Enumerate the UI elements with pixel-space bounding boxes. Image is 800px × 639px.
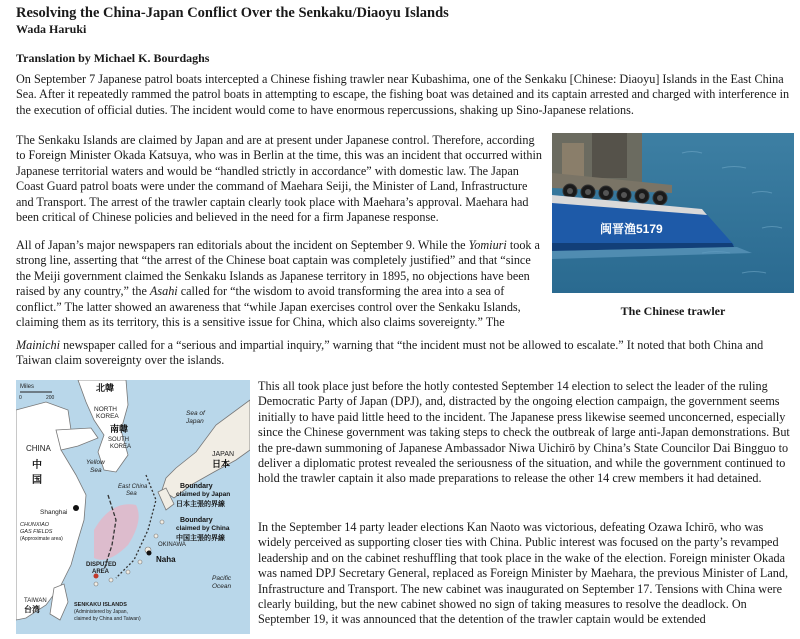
boundary-japan-zh-label: 日本主張的界線 (176, 501, 225, 508)
china-zh-label-1: 中 (32, 460, 42, 471)
text-run: called for “the wisdom to avoid transforming the area into a sea of conflict.” The latter showed an awareness that “while Japan exercises control over the Senkaku Islands, claiming them as its territory, this is a sensitive issue for China, which also claims sovereignty.” The (16, 284, 521, 330)
senkaku-label-3: claimed by China and Taiwan) (74, 616, 141, 622)
disputed-label-1: DISPUTED (86, 562, 117, 568)
boundary-china-zh-label: 中国主張的界線 (176, 535, 225, 542)
paragraph-senkaku-claims: The Senkaku Islands are claimed by Japan and are at present under Japanese control. Therefore, according to Foreign Minister Okada Katsuya, who was in Berlin at the time, this was an incident that occurred within Japanese territorial waters and would be “handled strictly in accordance” with domestic law. The Japan Coast Guard patrol boats were under the command of Maehara Seiji, the Minister of Land, Infrastructure and Transport. The arrest of the trawler captain clearly took place with Maehara’s approval. Maehara had been critical of Chinese policies and believed in the need for a firm Japanese response. (16, 133, 542, 225)
japan-zh-label: 日本 (212, 459, 231, 469)
article-author: Wada Haruki (16, 22, 87, 36)
sea-of-japan-label: Sea of (186, 410, 205, 417)
taiwan-label: TAIWAN (24, 598, 47, 604)
boundary-china-label-1: Boundary (180, 517, 213, 524)
okinawa-label: OKINAWA (158, 542, 186, 548)
china-label: CHINA (26, 444, 51, 453)
paragraph-newspapers (16, 238, 546, 330)
pacific-label-1: Pacific (212, 575, 232, 582)
paragraph-kan-victory: In the September 14 party leader elections Kan Naoto was victorious, defeating Ozawa Ichirō, who was widely perceived as supporting closer ties with China. Public interest was focused on the party’s revamped leadership and on the cabinet reshuffling that took place in the wake of the election. Foreign minister Okada was named DPJ Secretary General, replaced as Foreign Minister by Maehara, the previous Minister of Land, Infrastructure and Transport. The new cabinet was inaugurated on September 17. Tensions with China were clearly building, but the new cabinet showed no sign of taking measures to resolve the deadlock. On September 19, it was announced that the detention of the trawler captain would be extended (258, 520, 788, 627)
east-china-sea-label: East China (118, 484, 148, 490)
paragraph-newspapers-continued (16, 338, 792, 369)
photo-caption: The Chinese trawler (620, 304, 726, 318)
pacific-label-2: Ocean (212, 583, 232, 590)
gas-fields-label-1: CHUNXIAO (20, 522, 50, 528)
scale-tick-0: 0 (19, 395, 22, 401)
shanghai-label: Shanghai (40, 509, 68, 516)
hull-number: 闽晋渔5179 (600, 222, 663, 236)
scale-tick-200: 200 (46, 395, 55, 401)
paragraph-dpj-election: This all took place just before the hotly contested September 14 election to select the leader of the ruling Democratic Party of Japan (DPJ), and, distracted by the ongoing election campaign, the government seems initially to have paid little heed to the incident. The Japanese press likewise seemed unconcerned, especially since the Chinese government was taking steps to check the outbreak of large anti-Japan demonstrations. But the pre-dawn summoning of Japanese Ambassador Niwa Uichirō by China’s State Councilor Dai Bingguo to deliver a diplomatic protest revealed the seriousness of the situation, and while the government continued to hold the trawler captain it also made preparations to release the other 14 crew members it had detained. (258, 379, 790, 486)
newspaper-yomiuri: Yomiuri (468, 238, 507, 252)
text-run: took a strong line, asserting that “the arrest of the Chinese boat captain was completely justified” and that “since the Meiji government claimed the Senkaku Islands as Japanese territory in 1895, no objections have been raised by any country,” the (16, 238, 540, 299)
senkaku-label-2: (Administered by Japan, (74, 609, 128, 615)
paragraph-intro: On September 7 Japanese patrol boats intercepted a Chinese fishing trawler near Kubashima, one of the Senkaku [Chinese: Diaoyu] Islands in the East China Sea. After it repeatedly rammed the patrol boats in attempting to escape, the fishing boat was detained and its captain arrested and charged with interference in the execution of official duties. The incident would come to have enormous repercussions, shaking up Sino-Japanese relations. (16, 72, 790, 117)
senkaku-label-1: SENKAKU ISLANDS (74, 602, 127, 608)
east-china-sea-map (16, 380, 250, 634)
taiwan-zh-label: 台湾 (24, 605, 40, 614)
east-china-sea-label-2: Sea (126, 491, 137, 497)
boundary-japan-label-1: Boundary (180, 483, 213, 490)
south-korea-zh-label: 南韓 (110, 424, 129, 434)
translator-credit: Translation by Michael K. Bourdaghs (16, 51, 210, 65)
north-korea-label: NORTH (94, 406, 117, 413)
gas-fields-label-2: GAS FIELDS (20, 529, 53, 535)
yellow-sea-label: Yellow (86, 459, 105, 466)
text-run: All of Japan’s major newspapers ran editorials about the incident on September 9. While the (16, 238, 469, 252)
south-korea-label-2: KOREA (110, 444, 132, 450)
sea-of-japan-label-2: Japan (186, 418, 204, 425)
boundary-japan-label-2: claimed by Japan (176, 491, 231, 498)
newspaper-asahi: Asahi (149, 284, 178, 299)
shanghai-marker (73, 505, 79, 511)
south-korea-label: SOUTH (108, 437, 129, 443)
naha-label: Naha (156, 555, 176, 564)
boundary-china-label-2: claimed by China (176, 525, 230, 532)
china-zh-label-2: 国 (32, 475, 42, 486)
trawler-photo (552, 133, 794, 293)
north-korea-zh-label: 北韓 (96, 383, 115, 393)
scale-label: Miles (20, 384, 35, 390)
text-run: newspaper called for a “serious and impartial inquiry,” warning that “the incident must not be allowed to escalate.” It noted that both China and Taiwan claim sovereignty over the islands. (16, 338, 764, 368)
newspaper-mainichi: Mainichi (16, 338, 61, 352)
disputed-label-2: AREA (92, 569, 110, 575)
article-title: Resolving the China-Japan Conflict Over the Senkaku/Diaoyu Islands (16, 5, 449, 21)
gas-fields-label-3: (Approximate area) (20, 536, 63, 542)
north-korea-label-2: KOREA (96, 413, 119, 420)
yellow-sea-label-2: Sea (90, 467, 102, 474)
japan-label: JAPAN (212, 451, 235, 458)
naha-marker (147, 551, 152, 556)
